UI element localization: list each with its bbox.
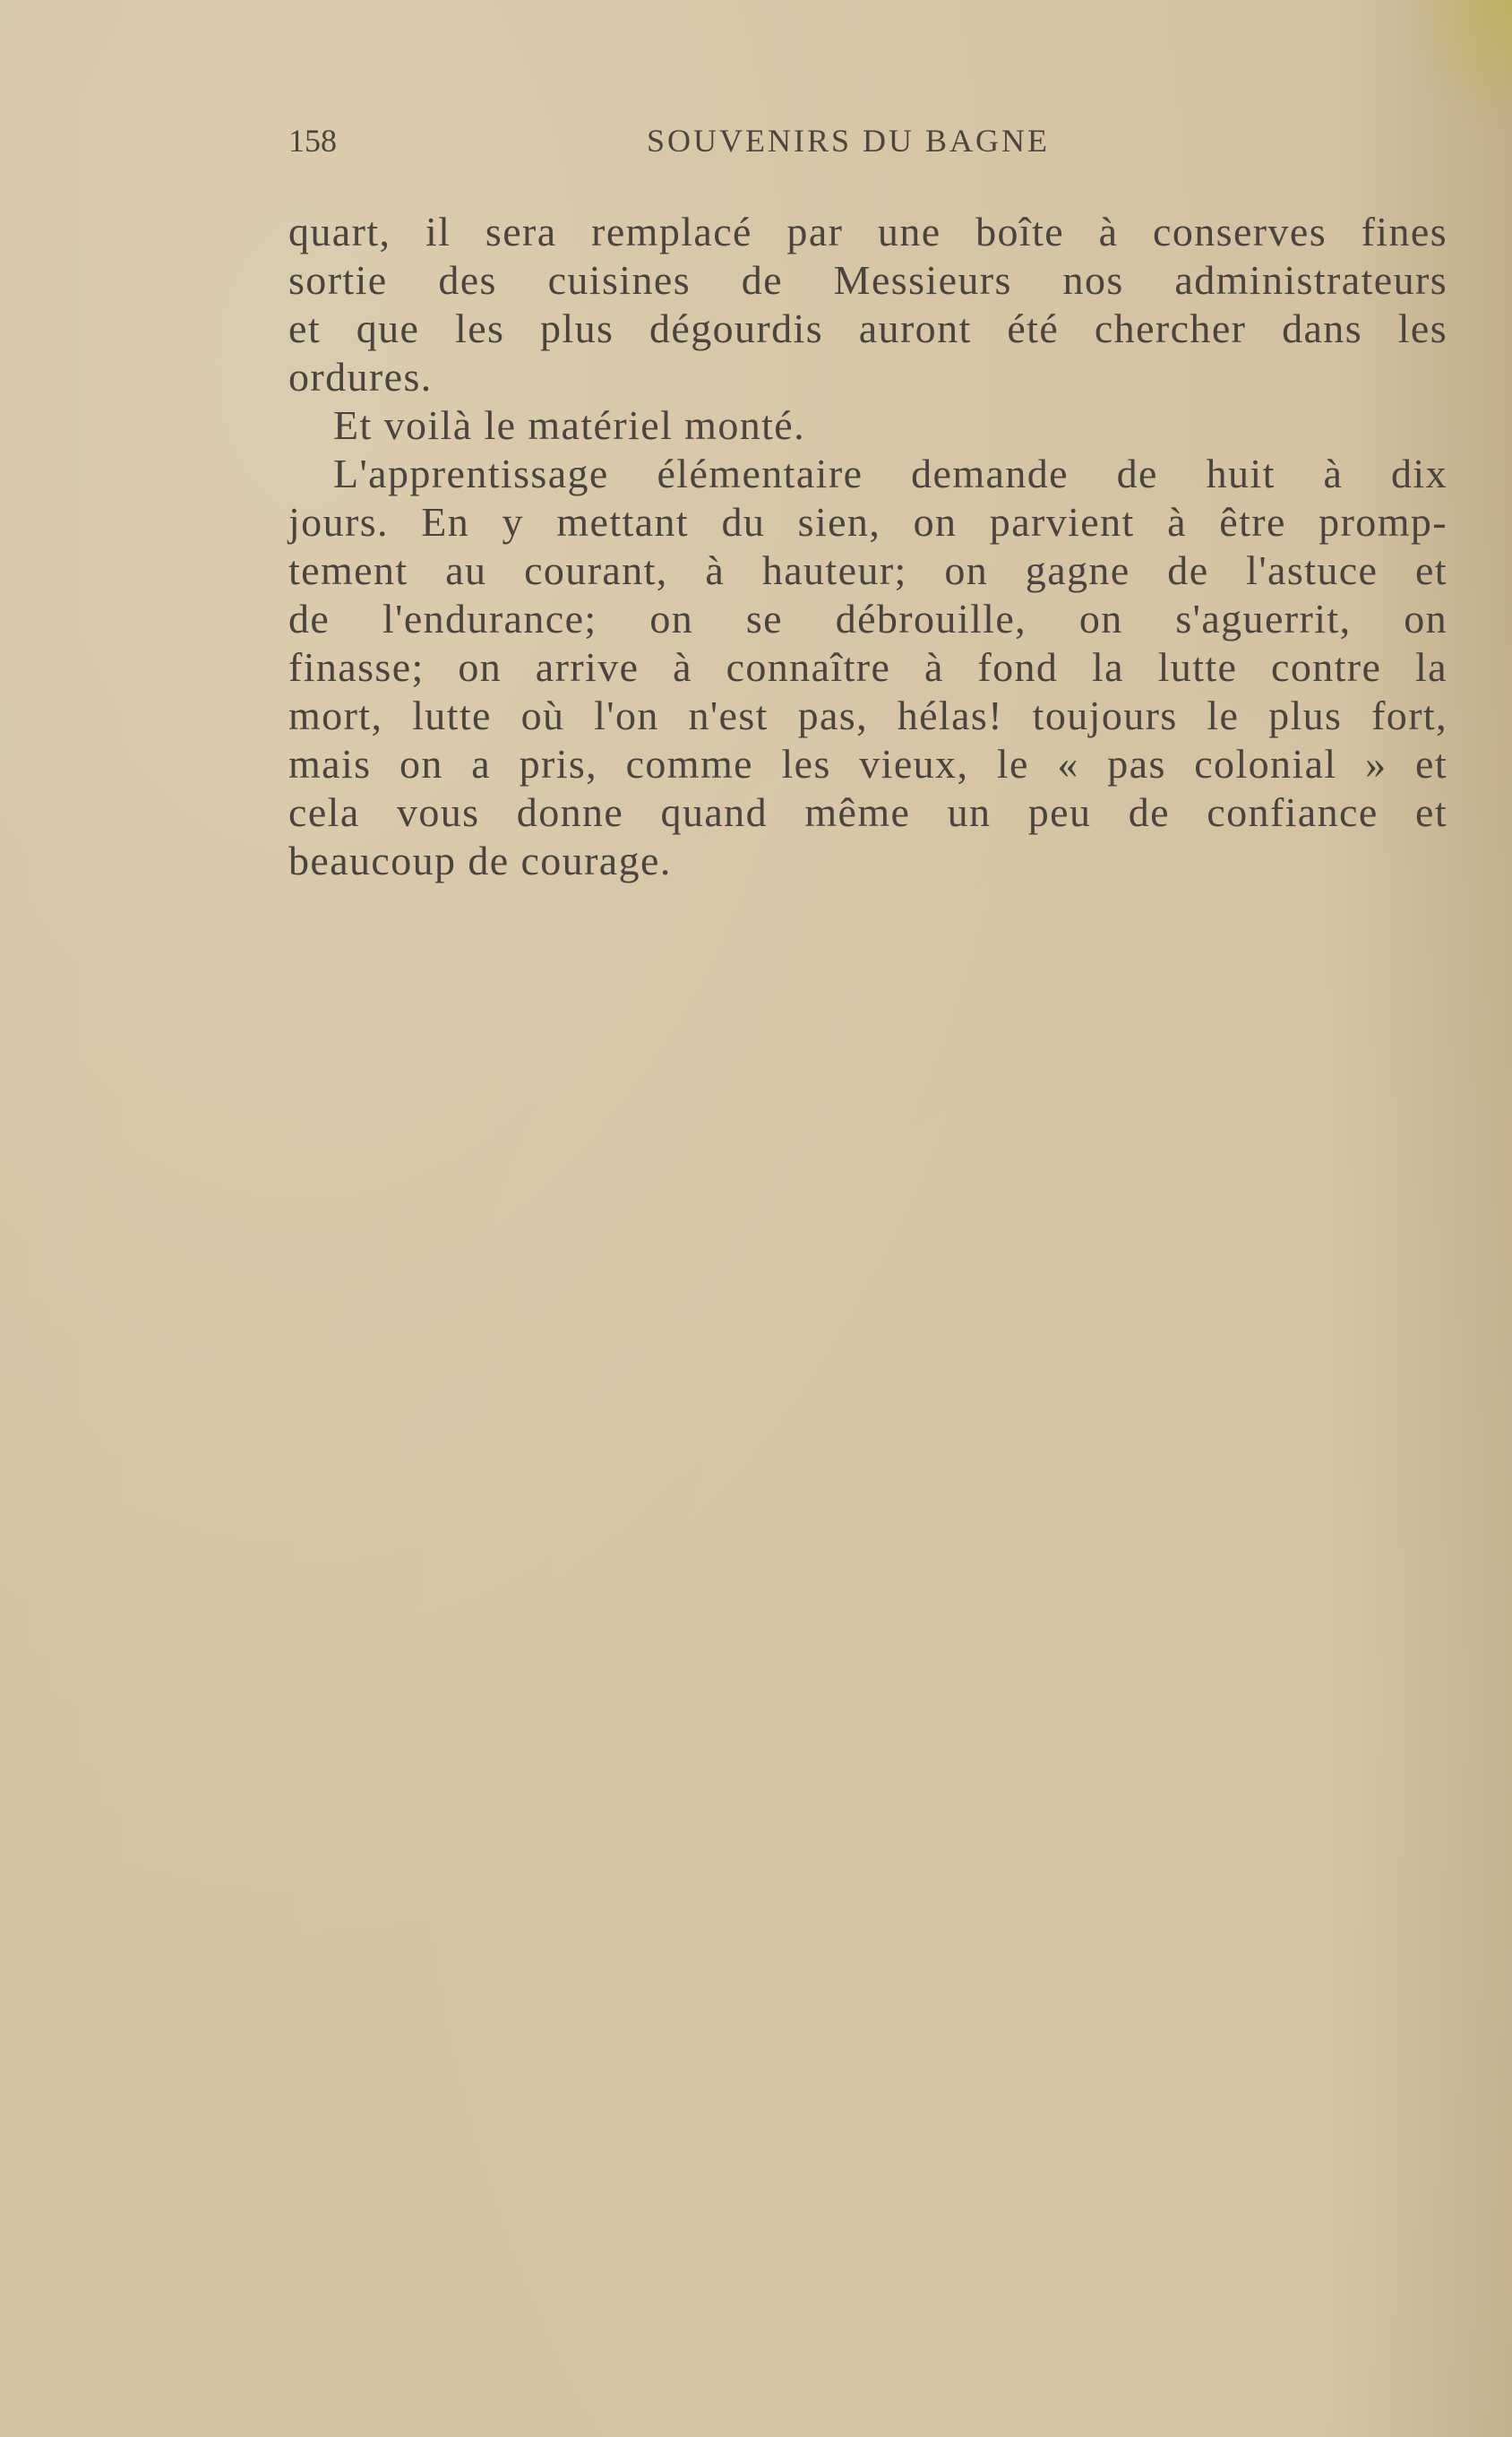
text-line: de l'endurance; on se débrouille, on s'aguerrit, on xyxy=(288,596,1448,642)
text-line: jours. En y mettant du sien, on parvient à être promp- xyxy=(288,499,1448,545)
text-line: quart, il sera remplacé par une boîte à conserves fines xyxy=(288,209,1448,254)
text-line: mais on a pris, comme les vieux, le « pas colonial » et xyxy=(288,741,1448,787)
text-line: ordures. xyxy=(288,354,433,400)
text-line: L'apprentissage élémentaire demande de huit à dix xyxy=(333,451,1448,496)
running-title: SOUVENIRS DU BAGNE xyxy=(647,123,1051,159)
text-line: Et voilà le matériel monté. xyxy=(333,402,806,448)
body-text xyxy=(288,208,1448,885)
text-line: mort, lutte où l'on n'est pas, hélas! toujours le plus fort, xyxy=(288,693,1448,738)
page-number: 158 xyxy=(288,123,337,159)
text-line: beaucoup de courage. xyxy=(288,838,672,883)
text-line: cela vous donne quand même un peu de confiance et xyxy=(288,789,1448,835)
page-header xyxy=(288,122,1448,167)
text-line: finasse; on arrive à connaître à fond la lutte contre la xyxy=(288,644,1448,690)
text-line: et que les plus dégourdis auront été chercher dans les xyxy=(288,306,1448,351)
text-line: sortie des cuisines de Messieurs nos administrateurs xyxy=(288,257,1448,303)
text-line: tement au courant, à hauteur; on gagne de l'astuce et xyxy=(288,547,1448,593)
